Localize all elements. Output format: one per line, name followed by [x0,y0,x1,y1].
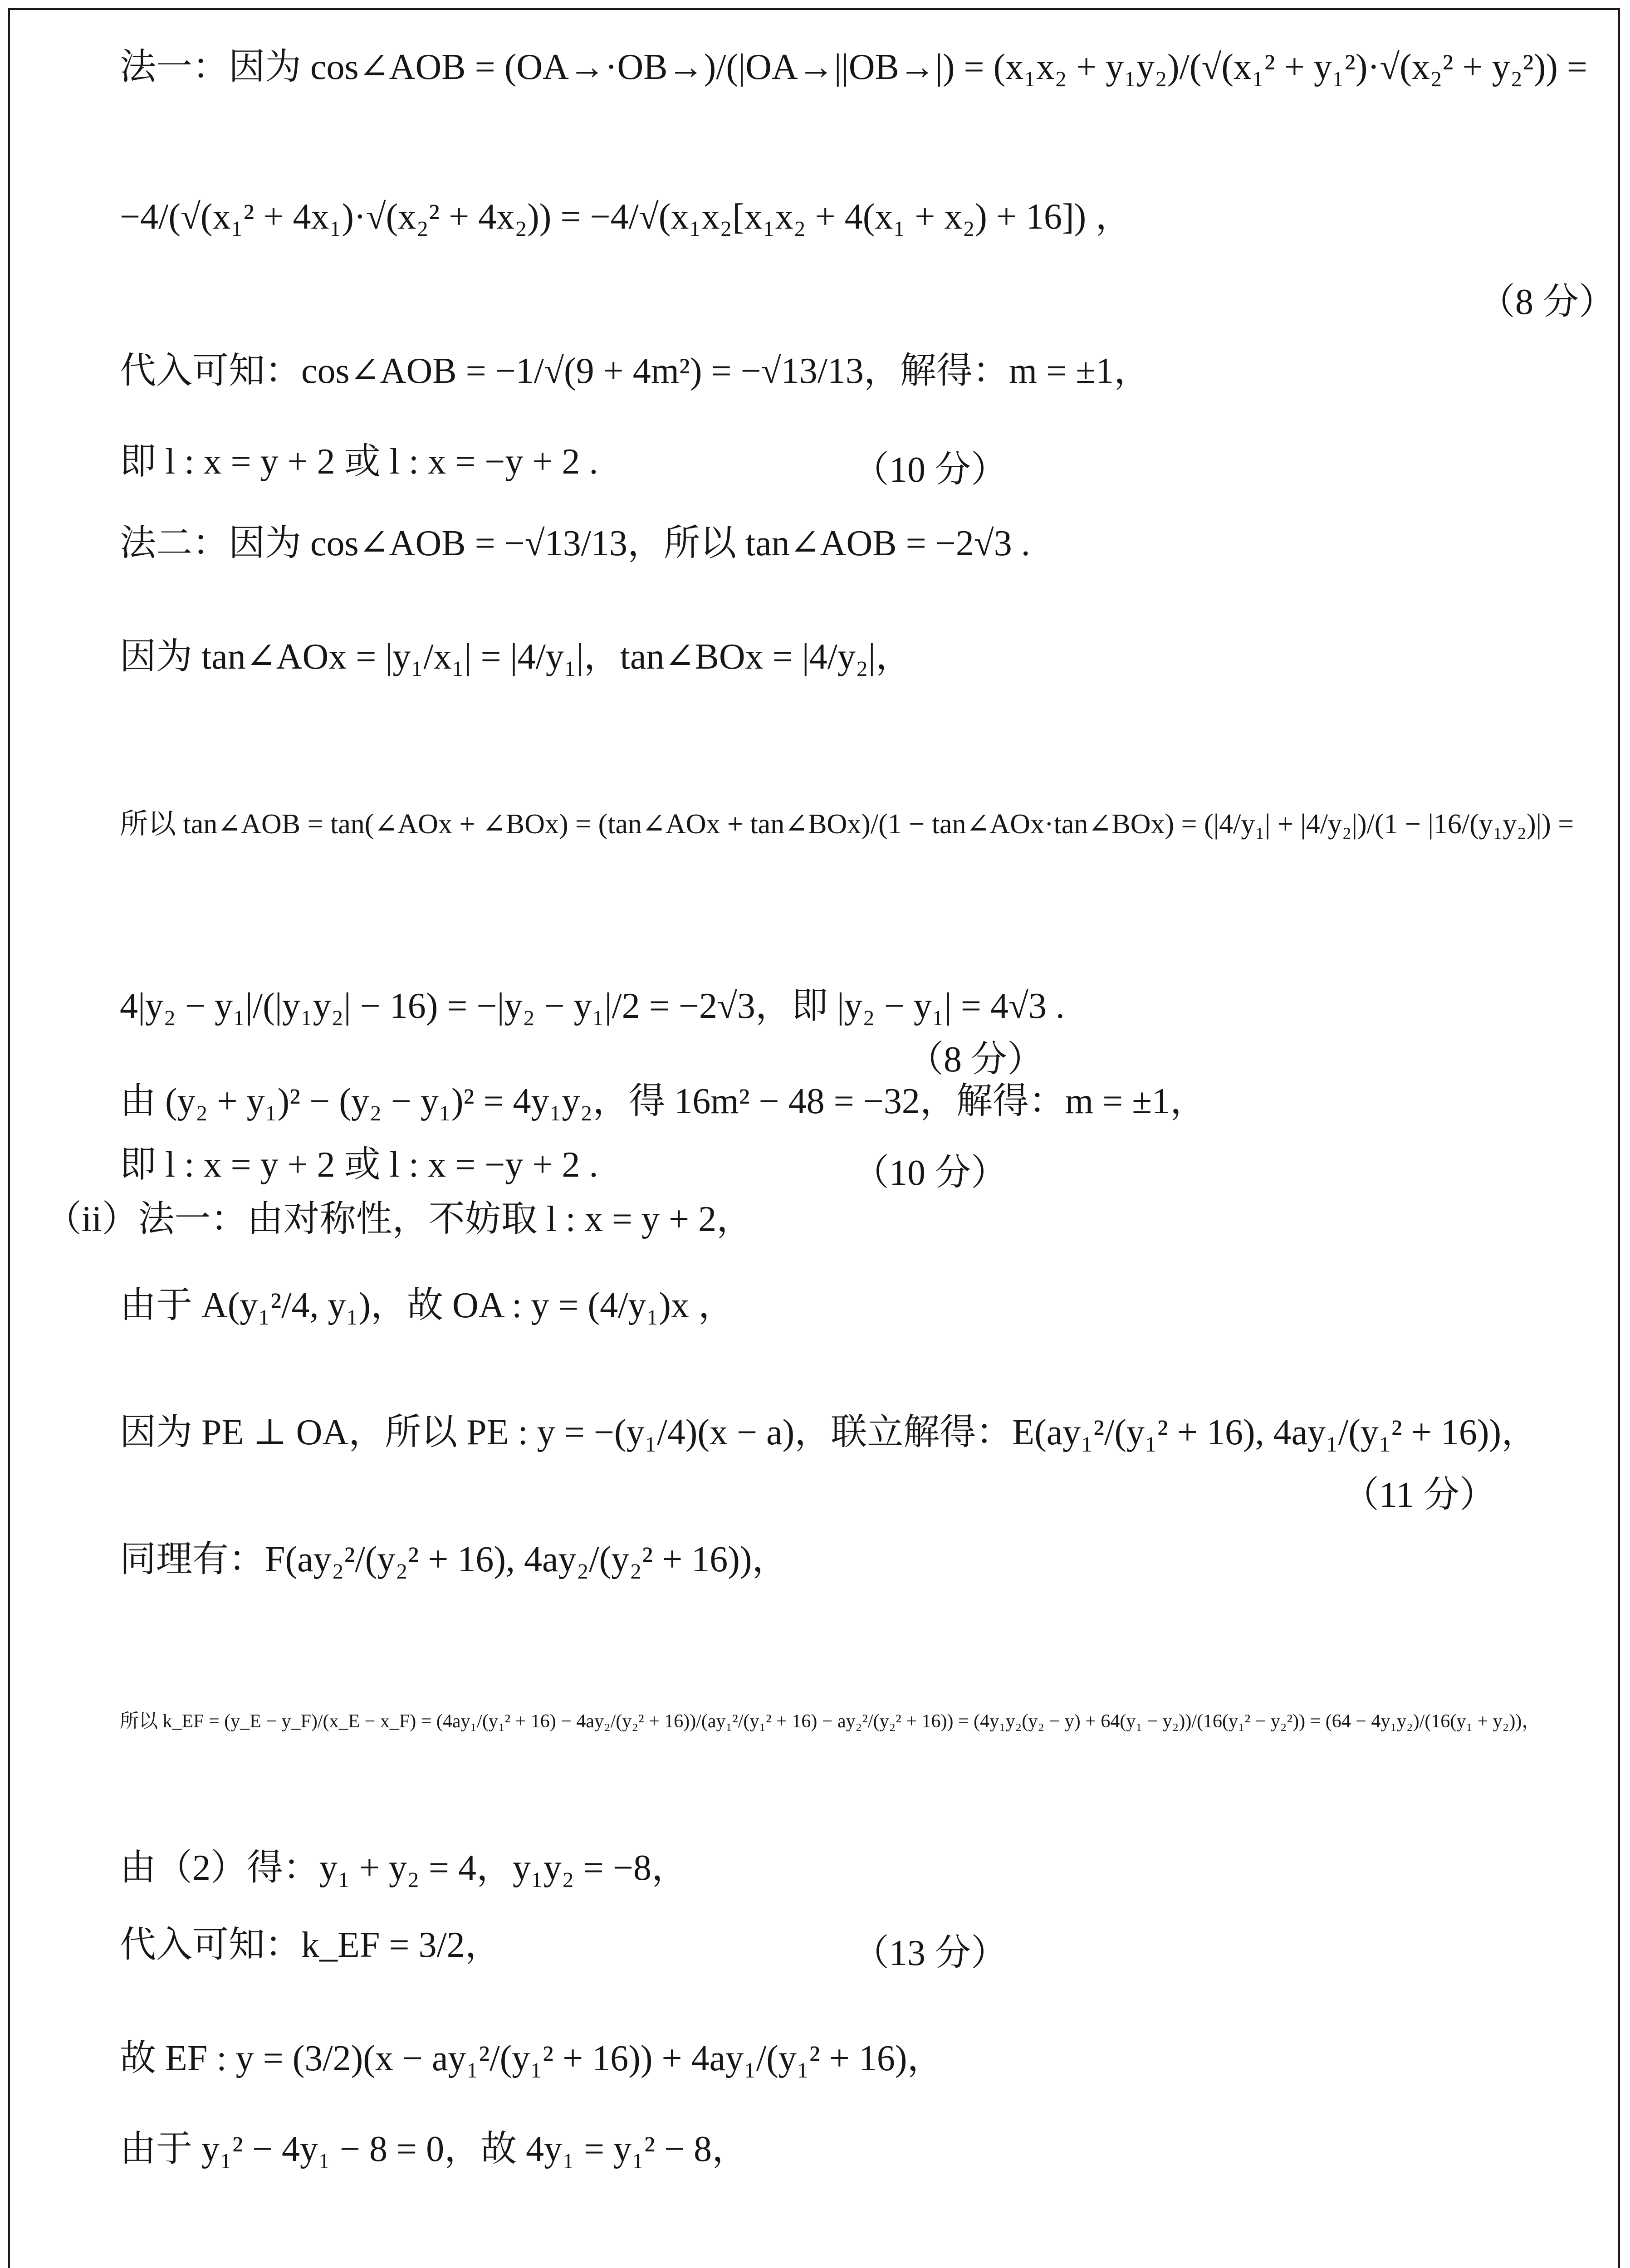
solve-m-line: 由 (y₂ + y₁)² − (y₂ − y₁)² = 4y₁y₂，得 16m² − 48 = −32，解得：m = ±1， [120,1081,1207,1121]
abs-difference-line: 4|y₂ − y₁|/(|y₁y₂| − 16) = −|y₂ − y₁|/2 = −2√3，即 |y₂ − y₁| = 4√3 . [120,986,1065,1026]
tangent-sum-line: 所以 tan∠AOB = tan(∠AOx + ∠BOx) = (tan∠AOx + tan∠BOx)/(1 − tan∠AOx·tan∠BOx) = (|4/y₁| + |4/y₂|)/(1 − |16/(y₁y₂)|) = [120,809,1574,840]
point-F-line: 同理有：F(ay₂²/(y₂² + 16), 4ay₂/(y₂² + 16))， [120,1540,788,1579]
point-A-line: 由于 A(y₁²/4, y₁)，故 OA : y = (4/y₁)x ， [120,1286,734,1325]
score-8-a: （8 分） [1479,282,1615,322]
substitute-result-line: 代入可知：cos∠AOB = −1/√(9 + 4m²) = −√13/13，解得：m = ±1， [120,351,1150,391]
method2-intro-line: 法二：因为 cos∠AOB = −√13/13，所以 tan∠AOB = −2√3 . [120,523,1030,563]
slope-EF-line: 所以 k_EF = (y_E − y_F)/(x_E − x_F) = (4ay₁/(y₁² + 16) − 4ay₂/(y₂² + 16))/(ay₁²/(y₁² + 16) − ay₂²/(y₂² + 16)) = (4y₁y₂(y₂ − y) + 64(y₁ − y₂))/(16(y₁² − y₂²)) = (64 − 4y₁y₂)/(16(y₁ + y₂))， [120,1711,1541,1732]
point-E-line: 因为 PE ⊥ OA，所以 PE : y = −(y₁/4)(x − a)，联立解得：E(ay₁²/(y₁² + 16), 4ay₁/(y₁² + 16))， [120,1413,1538,1452]
line-equation-result-1: 即 l : x = y + 2 或 l : x = −y + 2 . [120,442,598,482]
method1-cosine-line: 法一：因为 cos∠AOB = (OA→·OB→)/(|OA→||OB→|) = (x₁x₂ + y₁y₂)/(√(x₁² + y₁²)·√(x₂² + y₂²)) = [120,47,1587,87]
score-10-b: （10 分） [853,1153,1007,1193]
part-ii-intro-line: （ii）法一：由对称性，不妨取 l : x = y + 2， [45,1199,753,1239]
EF-equation-line: 故 EF : y = (3/2)(x − ay₁²/(y₁² + 16)) + 4ay₁/(y₁² + 16)， [120,2038,944,2078]
line-equation-result-2: 即 l : x = y + 2 或 l : x = −y + 2 . [120,1145,598,1185]
vieta-line: 由（2）得：y₁ + y₂ = 4，y₁y₂ = −8， [120,1848,688,1888]
tangent-angles-line: 因为 tan∠AOx = |y₁/x₁| = |4/y₁|，tan∠BOx = |4/y₂|， [120,637,912,677]
score-13: （13 分） [853,1933,1007,1973]
slope-value-line: 代入可知：k_EF = 3/2， [120,1925,501,1965]
quadratic-relation-line: 由于 y₁² − 4y₁ − 8 = 0，故 4y₁ = y₁² − 8， [120,2129,749,2169]
method1-expansion-line: −4/(√(x₁² + 4x₁)·√(x₂² + 4x₂)) = −4/√(x₁x₂[x₁x₂ + 4(x₁ + x₂) + 16]) ， [120,197,1132,237]
score-8-b: （8 分） [907,1040,1043,1080]
score-10-a: （10 分） [853,450,1007,490]
score-11: （11 分） [1343,1475,1496,1515]
